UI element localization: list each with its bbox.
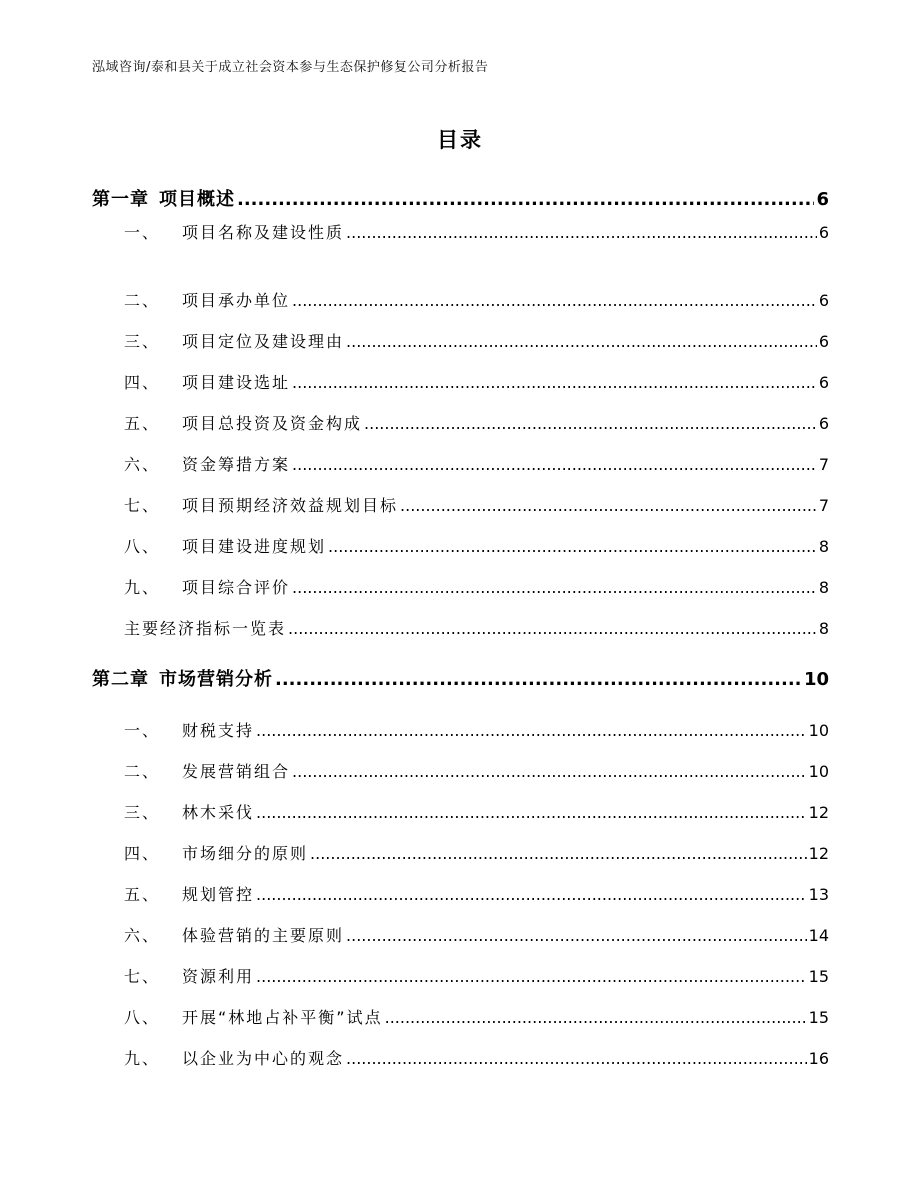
page-number: 8 (818, 578, 829, 597)
entry-number: 三、 (124, 332, 161, 351)
dot-leader (292, 455, 817, 474)
entry-number: 九、 (124, 1049, 161, 1068)
page-number: 10 (803, 669, 829, 690)
entry-title: 市场细分的原则 (182, 844, 309, 863)
dot-leader (346, 223, 817, 242)
chapter-title: 市场营销分析 (159, 669, 273, 690)
entry-number: 二、 (124, 762, 161, 781)
entry-title: 体验营销的主要原则 (182, 926, 345, 945)
toc-entry[interactable] (124, 841, 829, 864)
entry-number: 一、 (124, 721, 161, 740)
toc-entry[interactable] (124, 964, 829, 987)
page-header: 泓域咨询/泰和县关于成立社会资本参与生态保护修复公司分析报告 (92, 60, 489, 75)
toc-entry[interactable] (124, 759, 829, 782)
page-number: 6 (818, 414, 829, 433)
entry-number: 五、 (124, 885, 161, 904)
entry-number: 九、 (124, 578, 161, 597)
entry-number: 七、 (124, 967, 161, 986)
entry-title: 项目定位及建设理由 (182, 332, 345, 351)
dot-leader (256, 803, 807, 822)
dot-leader (364, 414, 817, 433)
entry-title: 林木采伐 (182, 803, 255, 822)
page-number: 15 (808, 1008, 829, 1027)
page-number: 10 (808, 762, 829, 781)
entry-title: 主要经济指标一览表 (124, 619, 287, 638)
toc-entry[interactable] (124, 370, 829, 393)
toc-entry[interactable] (124, 1005, 829, 1028)
toc-entry[interactable] (124, 1046, 829, 1069)
entry-title: 项目名称及建设性质 (182, 223, 345, 242)
dot-leader (292, 578, 817, 597)
entry-title: 项目建设进度规划 (182, 537, 327, 556)
page-number: 6 (818, 223, 829, 242)
page-number: 12 (808, 803, 829, 822)
dot-leader (346, 926, 807, 945)
dot-leader (292, 291, 817, 310)
entry-number: 七、 (124, 496, 161, 515)
entry-title: 项目建设选址 (182, 373, 291, 392)
toc-entry[interactable] (124, 616, 829, 639)
entry-title: 资金筹措方案 (182, 455, 291, 474)
toc-chapter-2[interactable] (92, 665, 829, 691)
toc-entry[interactable] (124, 534, 829, 557)
page-number: 15 (808, 967, 829, 986)
toc-entry[interactable] (124, 800, 829, 823)
entry-title: 资源利用 (182, 967, 255, 986)
entry-title: 以企业为中心的观念 (182, 1049, 345, 1068)
page-number: 6 (818, 291, 829, 310)
dot-leader (310, 844, 807, 863)
page-number: 13 (808, 885, 829, 904)
entry-title: 开展“林地占补平衡”试点 (182, 1008, 383, 1027)
toc-entry[interactable] (124, 220, 829, 243)
page-number: 6 (818, 332, 829, 351)
toc-entry[interactable] (124, 882, 829, 905)
entry-number: 三、 (124, 803, 161, 822)
dot-leader (385, 1008, 807, 1027)
dot-leader (328, 537, 817, 556)
dot-leader (292, 762, 807, 781)
entry-number: 八、 (124, 537, 161, 556)
toc-entry[interactable] (124, 329, 829, 352)
entry-title: 财税支持 (182, 721, 255, 740)
chapter-number: 第一章 (92, 189, 149, 210)
toc-entry[interactable] (124, 718, 829, 741)
toc-entry[interactable] (124, 411, 829, 434)
entry-number: 一、 (124, 223, 161, 242)
page-number: 7 (818, 455, 829, 474)
dot-leader (256, 885, 807, 904)
toc-entry[interactable] (124, 452, 829, 475)
entry-number: 五、 (124, 414, 161, 433)
entry-number: 四、 (124, 844, 161, 863)
toc-entry[interactable] (124, 288, 829, 311)
page-number: 10 (808, 721, 829, 740)
dot-leader (288, 619, 817, 638)
entry-number: 六、 (124, 455, 161, 474)
page-number: 16 (808, 1049, 829, 1068)
entry-title: 项目总投资及资金构成 (182, 414, 363, 433)
dot-leader (237, 189, 814, 210)
page-number: 7 (818, 496, 829, 515)
page-number: 14 (808, 926, 829, 945)
page-number: 12 (808, 844, 829, 863)
entry-title: 项目预期经济效益规划目标 (182, 496, 399, 515)
page-number: 8 (818, 619, 829, 638)
toc-title: 目录 (437, 128, 483, 152)
page-number: 6 (816, 189, 829, 210)
dot-leader (256, 721, 807, 740)
chapter-number: 第二章 (92, 669, 149, 690)
entry-title: 发展营销组合 (182, 762, 291, 781)
dot-leader (275, 669, 802, 690)
toc-entry[interactable] (124, 493, 829, 516)
entry-number: 八、 (124, 1008, 161, 1027)
entry-title: 项目综合评价 (182, 578, 291, 597)
toc-chapter-1[interactable] (92, 185, 829, 211)
dot-leader (256, 967, 807, 986)
dot-leader (292, 373, 817, 392)
page-number: 8 (818, 537, 829, 556)
chapter-title: 项目概述 (159, 189, 235, 210)
entry-title: 规划管控 (182, 885, 255, 904)
toc-entry[interactable] (124, 923, 829, 946)
entry-number: 二、 (124, 291, 161, 310)
dot-leader (346, 332, 817, 351)
toc-entry[interactable] (124, 575, 829, 598)
entry-number: 六、 (124, 926, 161, 945)
dot-leader (400, 496, 817, 515)
page-number: 6 (818, 373, 829, 392)
entry-title: 项目承办单位 (182, 291, 291, 310)
entry-number: 四、 (124, 373, 161, 392)
dot-leader (346, 1049, 807, 1068)
